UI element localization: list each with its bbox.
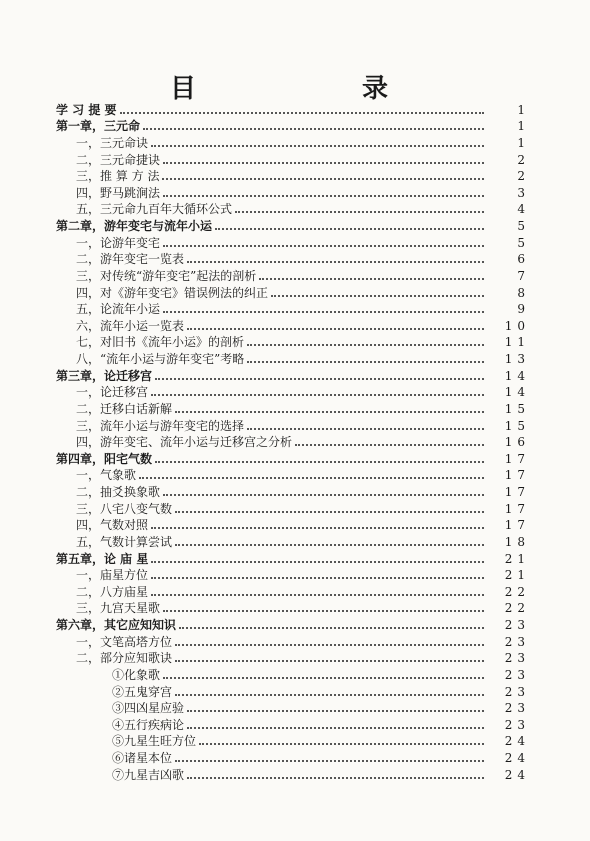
page-number: 21: [504, 568, 530, 583]
section-title: 三，流年小运与游年变宅的选择: [56, 419, 247, 433]
page-number: 2: [517, 169, 530, 184]
page-number: 2: [517, 152, 530, 167]
toc-entry: [56, 748, 530, 765]
dot-leader: [175, 760, 484, 762]
toc-entry: [56, 516, 530, 533]
toc-entry: [56, 266, 530, 283]
toc-entry: [56, 649, 530, 666]
toc-entry: [56, 250, 530, 267]
chapter-title: 第二章，游年变宅与流年小运: [56, 219, 215, 233]
toc-entry: [56, 100, 530, 117]
toc-entry: [56, 566, 530, 583]
dot-leader: [187, 328, 484, 330]
chapter-title: 第四章，阳宅气数: [56, 452, 155, 466]
dot-leader: [247, 361, 484, 363]
toc-entry: [56, 216, 530, 233]
toc-entry: [56, 632, 530, 649]
section-title: 一，文笔高塔方位: [56, 635, 175, 649]
dot-leader: [271, 295, 484, 297]
section-title: ②五鬼穿宫: [56, 685, 175, 699]
section-title: 一，论游年变宅: [56, 236, 163, 250]
page-number: 11: [504, 335, 530, 350]
dot-leader: [247, 428, 484, 430]
page-number: 23: [504, 717, 530, 732]
section-title: 一，庙星方位: [56, 568, 151, 582]
page-number: 14: [504, 368, 530, 383]
dot-leader: [163, 494, 484, 496]
dot-leader: [175, 544, 484, 546]
dot-leader: [151, 561, 484, 563]
page-number: 3: [517, 185, 530, 200]
section-title: 二，迁移白话新解: [56, 402, 175, 416]
page-number: 23: [504, 651, 530, 666]
section-title: 三，对传统“游年变宅”起法的剖析: [56, 269, 259, 283]
section-title: 二，三元命捷诀: [56, 153, 163, 167]
toc-entry: [56, 333, 530, 350]
toc-entry: [56, 200, 530, 217]
dot-leader: [175, 511, 484, 513]
dot-leader: [175, 644, 484, 646]
toc-entry: [56, 433, 530, 450]
toc-entry: [56, 499, 530, 516]
section-title: 五，论流年小运: [56, 302, 163, 316]
section-title: 八，“流年小运与游年变宅”考略: [56, 352, 247, 366]
dot-leader: [139, 477, 484, 479]
section-title: 六，流年小运一览表: [56, 319, 187, 333]
section-title: 二，八方庙星: [56, 585, 151, 599]
dot-leader: [247, 344, 484, 346]
page-number: 22: [504, 601, 530, 616]
page-number: 24: [504, 767, 530, 782]
dot-leader: [199, 743, 484, 745]
section-title: ④五行疾病论: [56, 718, 187, 732]
toc-entry: [56, 482, 530, 499]
dot-leader: [120, 112, 484, 114]
dot-leader: [162, 178, 484, 180]
dot-leader: [295, 444, 484, 446]
dot-leader: [163, 677, 484, 679]
section-title: 一，气象歌: [56, 468, 139, 482]
page-number: 23: [504, 618, 530, 632]
section-title: ③四凶星应验: [56, 701, 187, 715]
page-number: 23: [504, 634, 530, 649]
dot-leader: [151, 594, 484, 596]
toc-entry: [56, 732, 530, 749]
toc-entry: [56, 582, 530, 599]
section-title: 二，抽爻换象歌: [56, 485, 163, 499]
toc-entry: [56, 316, 530, 333]
section-title: 五，三元命九百年大循环公式: [56, 202, 235, 216]
page-number: 22: [504, 584, 530, 599]
toc-entry: [56, 615, 530, 632]
dot-leader: [155, 461, 484, 463]
page-number: 7: [517, 268, 530, 283]
page-number: 17: [504, 485, 530, 499]
dot-leader: [163, 610, 484, 612]
dot-leader: [235, 211, 484, 213]
page-number: 13: [504, 352, 530, 366]
toc-entry: [56, 449, 530, 466]
dot-leader: [143, 128, 484, 130]
dot-leader: [151, 394, 484, 396]
page-number: 17: [504, 451, 530, 466]
page-number: 17: [504, 518, 530, 533]
dot-leader: [259, 278, 484, 280]
section-title: 一，论迁移宫: [56, 385, 151, 399]
toc-entry: [56, 183, 530, 200]
page-number: 23: [504, 684, 530, 699]
dot-leader: [187, 710, 484, 712]
toc-entry: [56, 715, 530, 732]
section-title: ⑥诸星本位: [56, 751, 175, 765]
section-title: 七，对旧书《流年小运》的剖析: [56, 335, 247, 349]
page-number: 8: [517, 285, 530, 300]
chapter-title: 第一章，三元命: [56, 119, 143, 133]
page-number: 17: [504, 501, 530, 516]
page-number: 1: [517, 102, 530, 117]
title-char-1: 目: [170, 74, 199, 104]
dot-leader: [187, 261, 484, 263]
dot-leader: [175, 660, 484, 662]
dot-leader: [163, 195, 484, 197]
toc-entry: [56, 383, 530, 400]
dot-leader: [215, 228, 484, 230]
toc-entry: [56, 416, 530, 433]
section-title: 三，九宫天星歌: [56, 601, 163, 615]
dot-leader: [163, 245, 484, 247]
chapter-title: 学 习 提 要: [56, 103, 120, 117]
page-number: 5: [517, 235, 530, 250]
dot-leader: [151, 527, 484, 529]
toc-entry: [56, 466, 530, 483]
toc-entry: [56, 399, 530, 416]
dot-leader: [175, 694, 484, 696]
dot-leader: [151, 145, 484, 147]
chapter-title: 第五章，论 庙 星: [56, 552, 151, 566]
chapter-title: 第六章，其它应知知识: [56, 618, 179, 632]
chapter-title: 第三章，论迁移宫: [56, 369, 155, 383]
toc-list: [56, 100, 530, 782]
page-number: 1: [517, 119, 530, 134]
page-number: 24: [504, 734, 530, 749]
toc-entry: [56, 532, 530, 549]
dot-leader: [155, 378, 484, 380]
section-title: 四，对《游年变宅》错误例法的纠正: [56, 286, 271, 300]
page-number: 15: [504, 418, 530, 433]
page-number: 4: [517, 202, 530, 217]
toc-entry: [56, 133, 530, 150]
page-number: 10: [504, 318, 530, 333]
toc-entry: [56, 300, 530, 317]
section-title: 三，推 算 方 法: [56, 169, 162, 183]
section-title: ①化象歌: [56, 668, 163, 682]
page-number: 1: [517, 135, 530, 150]
section-title: 一，三元命诀: [56, 136, 151, 150]
page-number: 23: [504, 701, 530, 716]
page-number: 6: [517, 252, 530, 267]
section-title: 二，游年变宅一览表: [56, 252, 187, 266]
page-number: 18: [504, 534, 530, 549]
toc-entry: [56, 599, 530, 616]
section-title: 四，气数对照: [56, 518, 151, 532]
dot-leader: [179, 627, 484, 629]
title-char-2: 录: [361, 74, 390, 104]
dot-leader: [187, 777, 484, 779]
page-number: 24: [504, 751, 530, 765]
dot-leader: [163, 162, 484, 164]
page-number: 23: [504, 667, 530, 682]
toc-entry: [56, 283, 530, 300]
toc-entry: [56, 233, 530, 250]
section-title: 五，气数计算尝试: [56, 535, 175, 549]
section-title: 四，野马跳涧法: [56, 186, 163, 200]
section-title: 三，八宅八变气数: [56, 502, 175, 516]
toc-entry: [56, 167, 530, 184]
page-number: 9: [517, 302, 530, 317]
section-title: ⑤九星生旺方位: [56, 734, 199, 748]
page-number: 15: [504, 401, 530, 416]
page-number: 14: [504, 385, 530, 400]
page-number: 5: [517, 219, 530, 233]
toc-entry: [56, 682, 530, 699]
toc-entry: [56, 549, 530, 566]
toc-entry: [56, 366, 530, 383]
toc-entry: [56, 665, 530, 682]
section-title: 二，部分应知歌诀: [56, 651, 175, 665]
page-number: 21: [504, 551, 530, 566]
page-number: 16: [504, 435, 530, 450]
section-title: ⑦九星吉凶歌: [56, 768, 187, 782]
toc-entry: [56, 117, 530, 134]
dot-leader: [175, 411, 484, 413]
toc-entry: [56, 699, 530, 716]
toc-entry: [56, 349, 530, 366]
section-title: 四，游年变宅、流年小运与迁移宫之分析: [56, 435, 295, 449]
dot-leader: [163, 311, 484, 313]
page-number: 17: [504, 468, 530, 483]
toc-entry: [56, 150, 530, 167]
dot-leader: [187, 727, 484, 729]
toc-entry: [56, 765, 530, 782]
dot-leader: [151, 577, 484, 579]
